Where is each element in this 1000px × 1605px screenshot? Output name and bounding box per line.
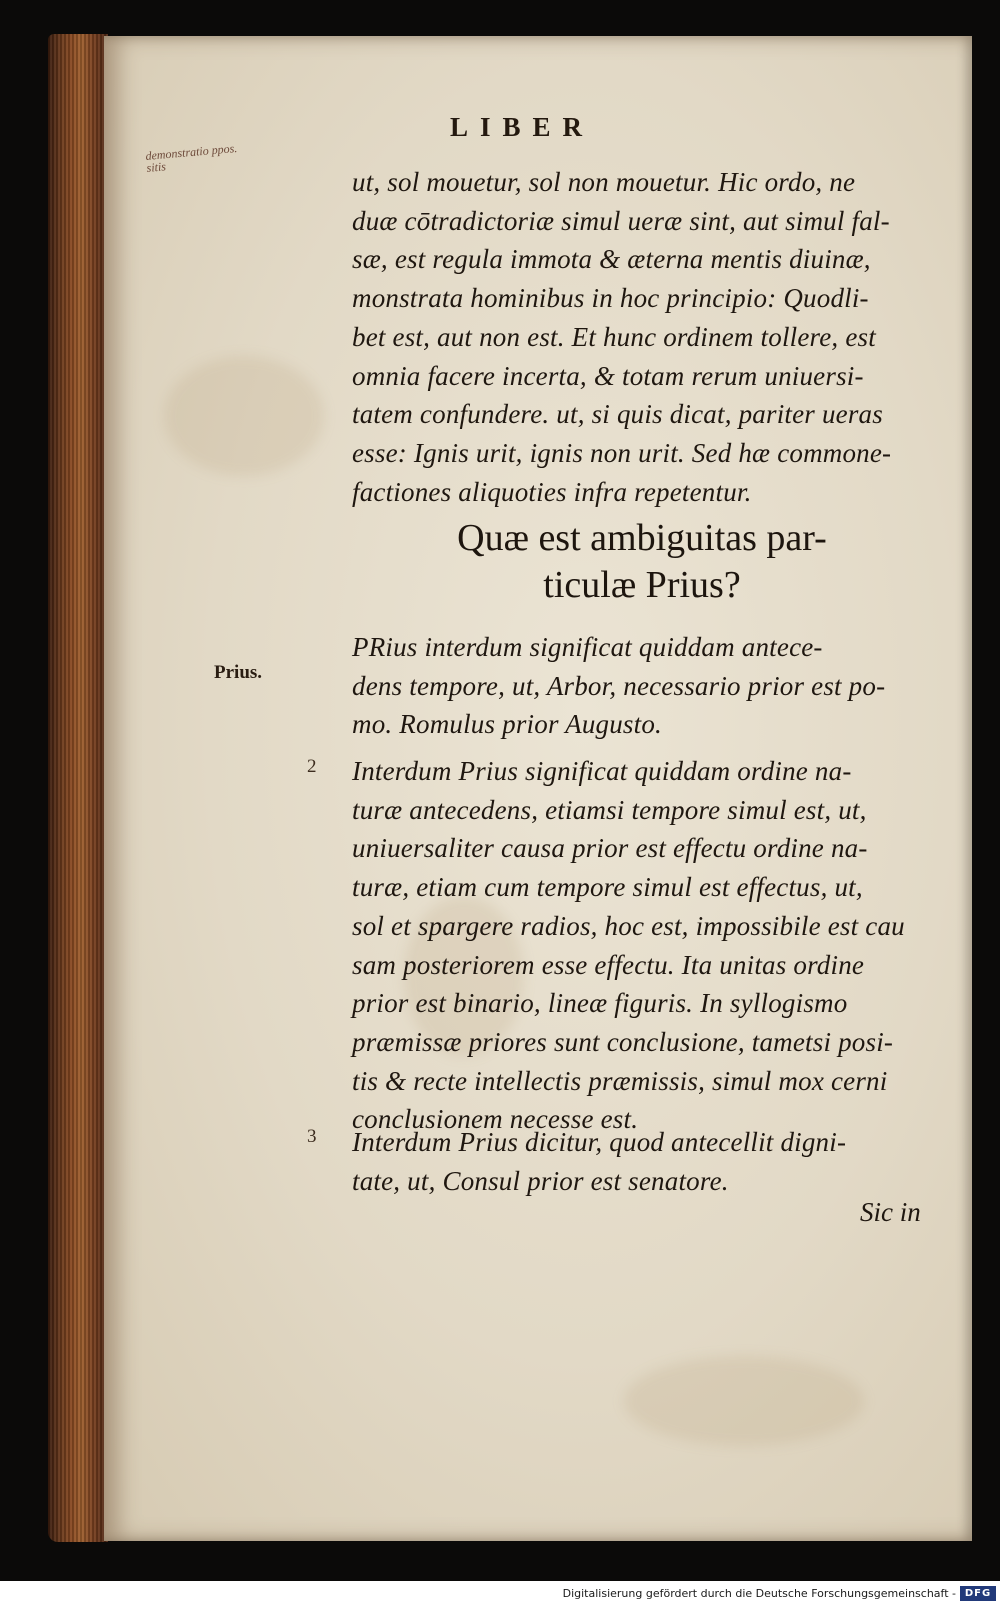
margin-note-line: sitis [145, 159, 167, 175]
marginal-keyword: Prius. [214, 662, 263, 683]
text-line: uniuersaliter causa prior est effectu ordine na- [352, 833, 868, 864]
text-line: factiones aliquoties infra repetentur. [352, 476, 752, 507]
text-line: dens tempore, ut, Arbor, necessario prior est po- [352, 670, 886, 701]
text-line: turæ, etiam cum tempore simul est effectus, ut, [352, 872, 863, 903]
catchword: Sic in [860, 1197, 921, 1227]
heading-line: Quæ est ambiguitas par- [457, 517, 827, 559]
text-line: sæ, est regula immota & æterna mentis diuinæ, [352, 244, 871, 275]
text-line: conclusionem necesse est. [352, 1104, 639, 1135]
text-line: omnia facere incerta, & totam rerum uniuersi- [352, 360, 864, 391]
text-line: tatem confundere. ut, si quis dicat, pariter ueras [352, 399, 883, 430]
text-line: monstrata hominibus in hoc principio: Quodli- [352, 283, 869, 314]
text-line: mo. Romulus prior Augusto. [352, 709, 662, 740]
paper-stain [164, 356, 324, 476]
paragraph-continued [352, 163, 932, 511]
text-line: præmissæ priores sunt conclusione, tametsi posi- [352, 1026, 894, 1057]
marginal-number: 3 [307, 1126, 317, 1147]
funding-credit: Digitalisierung gefördert durch die Deutsche Forschungsgemeinschaft - [562, 1587, 956, 1600]
text-line: prior est binario, lineæ figuris. In syllogismo [352, 988, 848, 1019]
text-line: bet est, aut non est. Et hunc ordinem tollere, est [352, 321, 876, 352]
text-line: turæ antecedens, etiamsi tempore simul est, ut, [352, 794, 867, 825]
text-line: duæ cōtradictoriæ simul ueræ sint, aut simul fal- [352, 205, 890, 236]
section-heading [352, 515, 932, 609]
heading-line: ticulæ Prius? [543, 564, 741, 606]
text-line: ut, sol mouetur, sol non mouetur. Hic ordo, ne [352, 167, 856, 197]
margin-note-line: demonstratio ppos. [144, 140, 238, 163]
text-line: tis & recte intellectis præmissis, simul mox cerni [352, 1065, 888, 1096]
text-line: tate, ut, Consul prior est senatore. [352, 1165, 729, 1196]
text-line: Interdum Prius dicitur, quod antecellit digni- [352, 1127, 847, 1157]
text-line: PRius interdum significat quiddam antece- [352, 632, 823, 662]
text-line: esse: Ignis urit, ignis non urit. Sed hæ commone- [352, 437, 892, 468]
running-head: LIBER [450, 112, 595, 142]
paragraph-prius-tempore [352, 628, 932, 744]
book-fore-edge [48, 34, 108, 1542]
text-line: sol et spargere radios, hoc est, impossibile est cau [352, 910, 905, 941]
text-line: Interdum Prius significat quiddam ordine na- [352, 756, 852, 786]
paragraph-prius-dignitate [352, 1123, 932, 1200]
text-line: sam posteriorem esse effectu. Ita unitas ordine [352, 949, 865, 980]
dfg-logo: DFG [960, 1586, 996, 1601]
marginal-number: 2 [307, 756, 317, 777]
paper-stain [624, 1356, 864, 1446]
footer-bar [0, 1581, 1000, 1605]
paragraph-prius-natura [352, 752, 932, 1139]
